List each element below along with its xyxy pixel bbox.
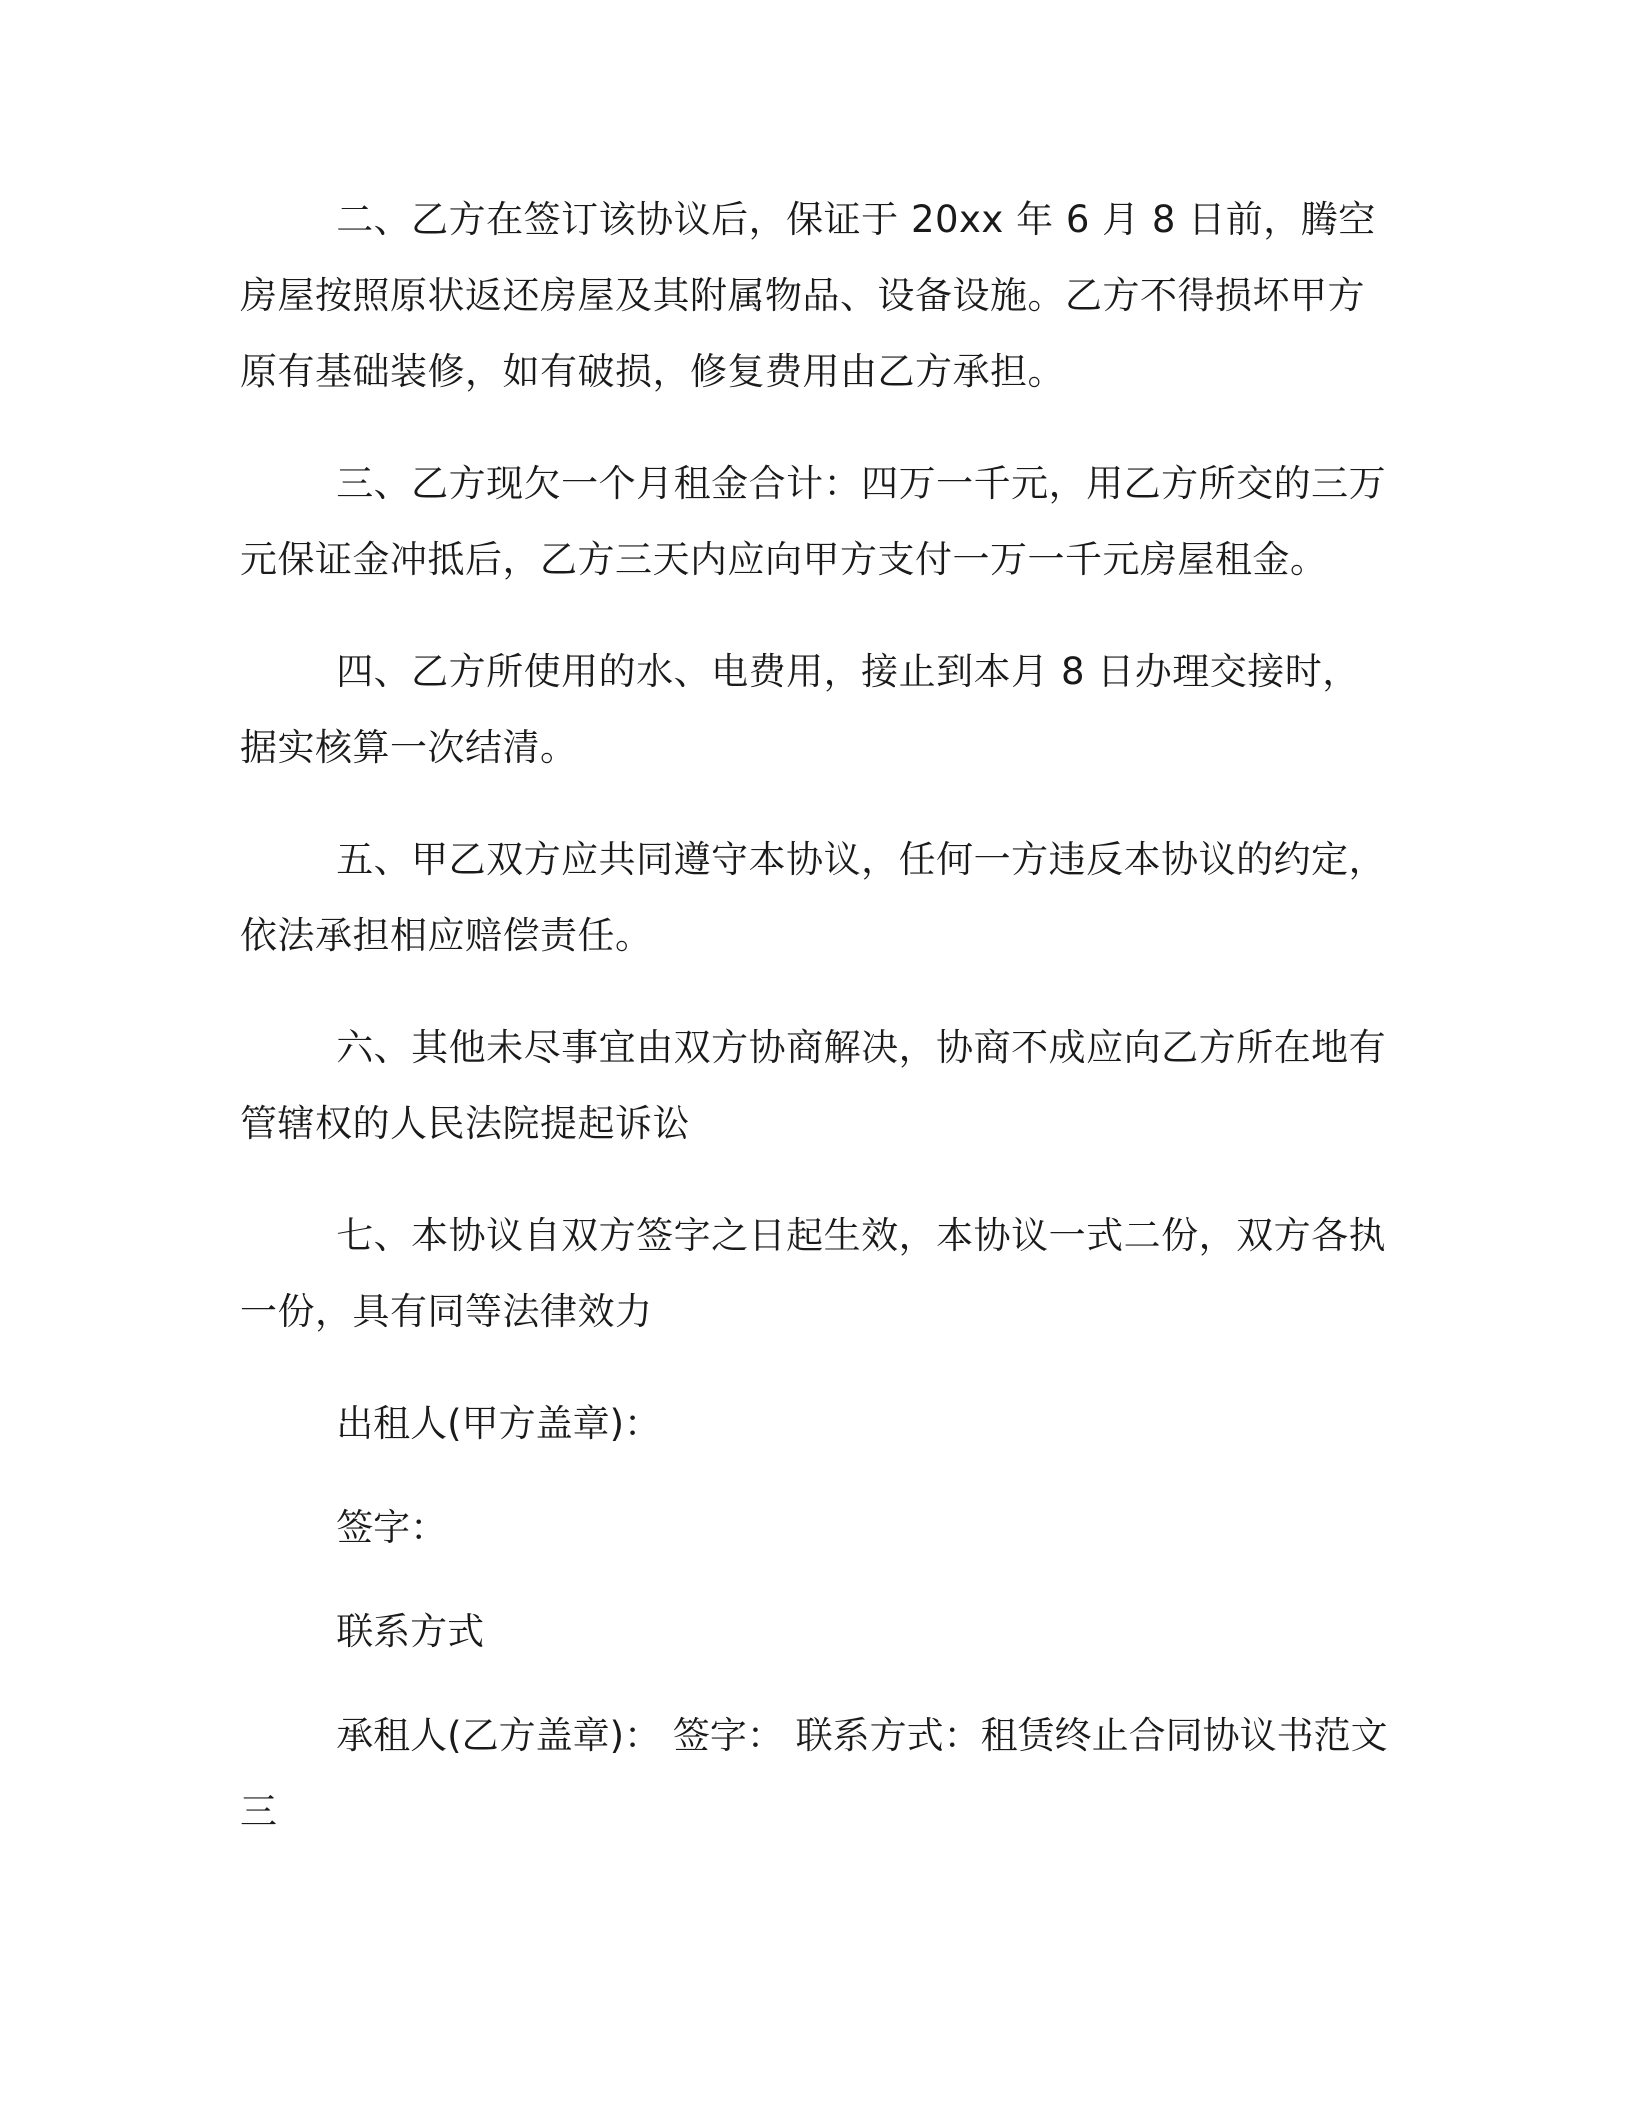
lessor-seal-line: 出租人(甲方盖章)： bbox=[336, 1402, 662, 1445]
clause-3: 三、乙方现欠一个月租金合计：四万一千元，用乙方所交的三万元保证金冲抵后，乙方三天内应向甲方支付一万一千元房屋租金。 bbox=[240, 462, 1387, 581]
clause-6: 六、其他未尽事宜由双方协商解决，协商不成应向乙方所在地有管辖权的人民法院提起诉讼 bbox=[240, 1026, 1387, 1145]
clause-7: 七、本协议自双方签字之日起生效，本协议一式二份，双方各执一份，具有同等法律效力 bbox=[240, 1214, 1387, 1333]
clause-2: 二、乙方在签订该协议后，保证于 20xx 年 6 月 8 日前，腾空房屋按照原状返还房屋及其附属物品、设备设施。乙方不得损坏甲方原有基础装修，如有破损，修复费用由乙方承担。 bbox=[240, 198, 1376, 393]
contact-line: 联系方式 bbox=[336, 1610, 485, 1653]
signature-line: 签字： bbox=[336, 1506, 448, 1549]
document-body bbox=[240, 182, 1392, 1878]
clause-5: 五、甲乙双方应共同遵守本协议，任何一方违反本协议的约定，依法承担相应赔偿责任。 bbox=[240, 838, 1387, 957]
lessee-line: 承租人(乙方盖章)： 签字： 联系方式：租赁终止合同协议书范文三 bbox=[240, 1714, 1388, 1833]
clause-4: 四、乙方所使用的水、电费用，接止到本月 8 日办理交接时，据实核算一次结清。 bbox=[240, 650, 1360, 769]
